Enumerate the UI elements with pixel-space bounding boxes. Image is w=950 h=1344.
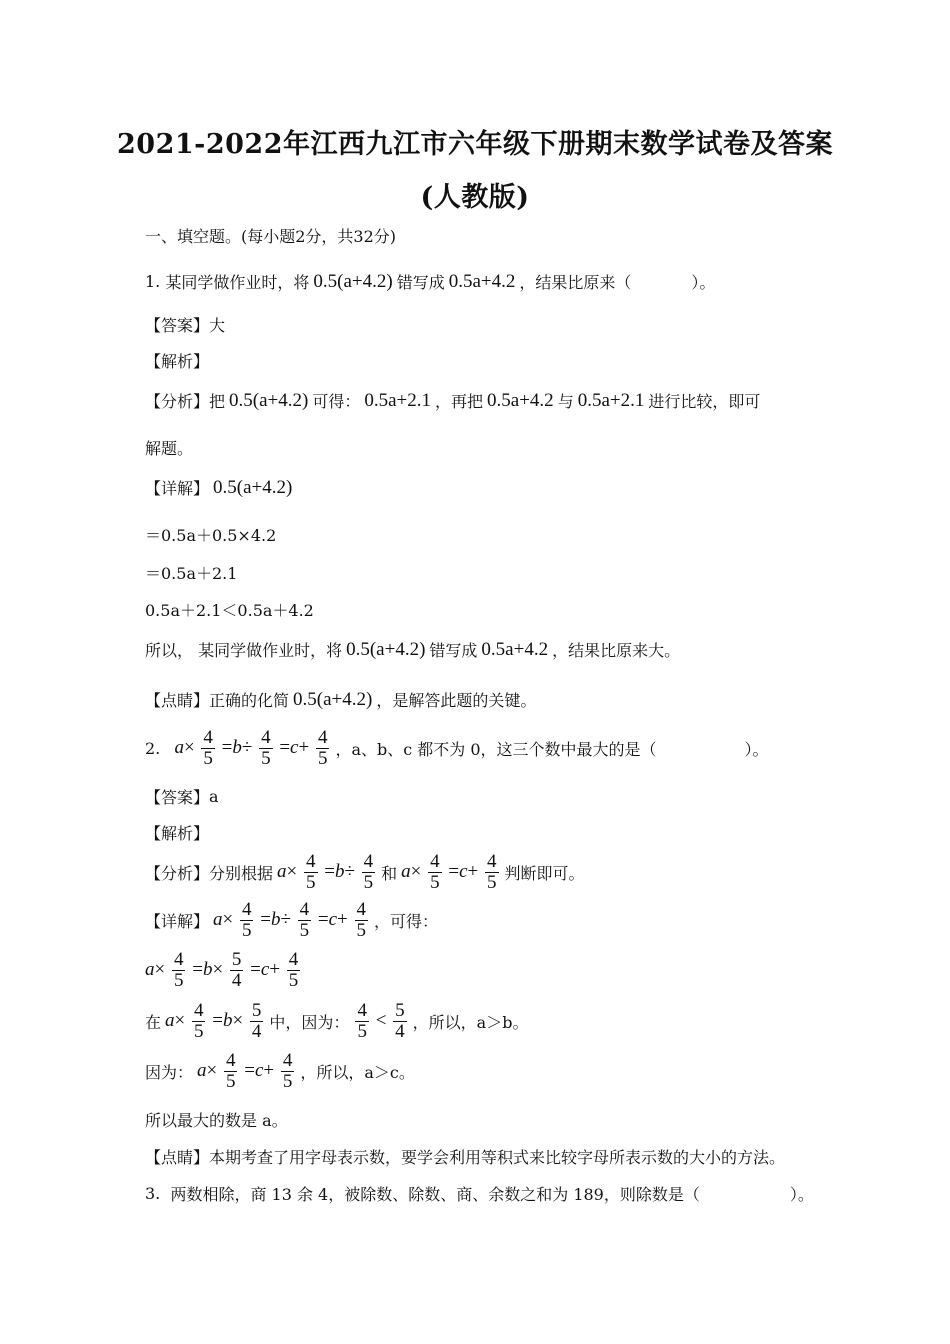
inequality: $\frac{4}{5}$ < $\frac{5}{4}$ [357,1000,405,1042]
q1-xiangjie: 【详解】 0.5(a+4.2) [145,476,293,498]
q2-max: 所以最大的数是 a。 [145,1111,288,1130]
fraction: $\frac{4}{5}$ [282,1050,293,1092]
math-expression: 0.5(a+4.2) [213,476,293,498]
fraction: $\frac{4}{5}$ [430,851,440,893]
fraction: $\frac{4}{5}$ [193,1000,204,1042]
equation: a× $\frac{4}{5}$ =c+ $\frac{4}{5}$ [197,1050,293,1092]
q2-compare-ab: 在 a× $\frac{4}{5}$ =b× $\frac{5}{4}$ 中，因为： $\frac{4}{5}$ < $\frac{5}{4}$ ，所以，a＞b。 [145,1000,529,1042]
math-expression: 0.5(a+4.2) [346,638,426,660]
q2-equation-transform [145,950,306,991]
fraction: $\frac{4}{5}$ [356,899,367,941]
math-expression: 0.5a+4.2 [481,638,549,660]
fraction: $\frac{4}{5}$ [487,851,497,893]
q1-step-1: ＝0.5a＋0.5×4.2 [145,526,277,545]
fraction: $\frac{4}{5}$ [241,899,252,941]
fraction: $\frac{4}{5}$ [299,899,310,941]
math-expression: 0.5a+4.2 [487,389,554,411]
fraction: $\frac{4}{5}$ [363,851,374,893]
fraction: $\frac{5}{4}$ [395,1000,405,1042]
q1-dianjing: 【点睛】 正确的化简 0.5(a+4.2) ，是解答此题的关键。 [145,688,537,710]
math-expression: 0.5a+4.2 [448,270,516,292]
fraction: $\frac{4}{5}$ [317,727,328,769]
fraction: $\frac{4}{5}$ [261,727,271,769]
fraction: $\frac{4}{5}$ [357,1000,367,1042]
question-1: 1. 某同学做作业时，将 0.5(a+4.2) 错写成 0.5a+4.2 ，结果比原来（ ）。 [145,270,716,292]
q1-fenxi: 【分析】 把 0.5(a+4.2) 可得： 0.5a+2.1 ，再把 0.5a+4.2 与 0.5a+2.1 进行比较，即可 [145,389,761,411]
fraction: $\frac{4}{5}$ [173,949,184,991]
math-expression: 0.5a+2.1 [577,389,645,411]
fraction: $\frac{5}{4}$ [231,949,242,991]
math-expression: 0.5(a+4.2) [293,688,373,710]
math-expression: 0.5(a+4.2) [313,270,393,292]
equation: a× $\frac{4}{5}$ =b÷ $\frac{4}{5}$ =c+ $\frac{4}{5}$ [174,727,328,769]
q1-step-3: 0.5a＋2.1＜0.5a＋4.2 [145,601,314,620]
equation: a× $\frac{4}{5}$ =b÷ $\frac{4}{5}$ =c+ $\frac{4}{5}$ [213,899,367,941]
section-heading: 一、填空题。(每小题2分，共32分) [145,227,397,246]
equation: a× $\frac{4}{5}$ =b× $\frac{5}{4}$ =c+ $\frac{4}{5}$ [145,949,299,991]
q1-analysis-heading: 【解析】 [145,352,210,371]
q2-dianjing: 【点睛】 本期考查了用字母表示数，要学会利用等积式来比较字母所表示数的大小的方法。 [145,1148,786,1167]
q2-compare-ac: 因为： a× $\frac{4}{5}$ =c+ $\frac{4}{5}$ ，所以，a＞c。 [145,1050,415,1092]
document-title: 2021-2022年江西九江市六年级下册期末数学试卷及答案 [117,129,833,160]
equation: a× $\frac{4}{5}$ =b÷ $\frac{4}{5}$ [277,851,374,893]
q2-analysis-heading: 【解析】 [145,824,210,843]
equation: a× $\frac{4}{5}$ =b× $\frac{5}{4}$ [165,1000,262,1042]
q2-xiangjie: 【详解】 a× $\frac{4}{5}$ =b÷ $\frac{4}{5}$ =c+ $\frac{4}{5}$ ，可得： [145,899,439,941]
fraction: $\frac{4}{5}$ [288,949,299,991]
fraction: $\frac{4}{5}$ [306,851,316,893]
q1-conclusion: 所以， 某同学做作业时，将 0.5(a+4.2) 错写成 0.5a+4.2 ，结果比原来大。 [145,638,681,660]
q2-fenxi: 【分析】 分别根据 a× $\frac{4}{5}$ =b÷ $\frac{4}{5}$ 和 a× $\frac{4}{5}$ =c+ $\frac{4}{5}$ 判断即可。 [145,851,585,893]
fraction: $\frac{4}{5}$ [225,1050,236,1092]
q1-fenxi-cont: 解题。 [145,439,194,458]
math-expression: 0.5(a+4.2) [229,389,309,411]
q2-answer: 【答案】 a [145,787,219,807]
fraction: $\frac{4}{5}$ [203,727,213,769]
q1-step-2: ＝0.5a＋2.1 [145,564,238,583]
equation: a× $\frac{4}{5}$ =c+ $\frac{4}{5}$ [401,851,497,893]
fraction: $\frac{5}{4}$ [251,1000,262,1042]
math-expression: 0.5a+2.1 [364,389,432,411]
q1-answer: 【答案】 大 [145,316,226,335]
document-subtitle: (人教版) [420,182,530,213]
question-2: 2. a× $\frac{4}{5}$ =b÷ $\frac{4}{5}$ =c+ $\frac{4}{5}$ ，a、b、c 都不为 0，这三个数中最大的是（ ）。 [145,727,769,769]
question-3: 3. 两数相除，商 13 余 4，被除数、除数、商、余数之和为 189，则除数是（ ）。 [145,1184,814,1204]
